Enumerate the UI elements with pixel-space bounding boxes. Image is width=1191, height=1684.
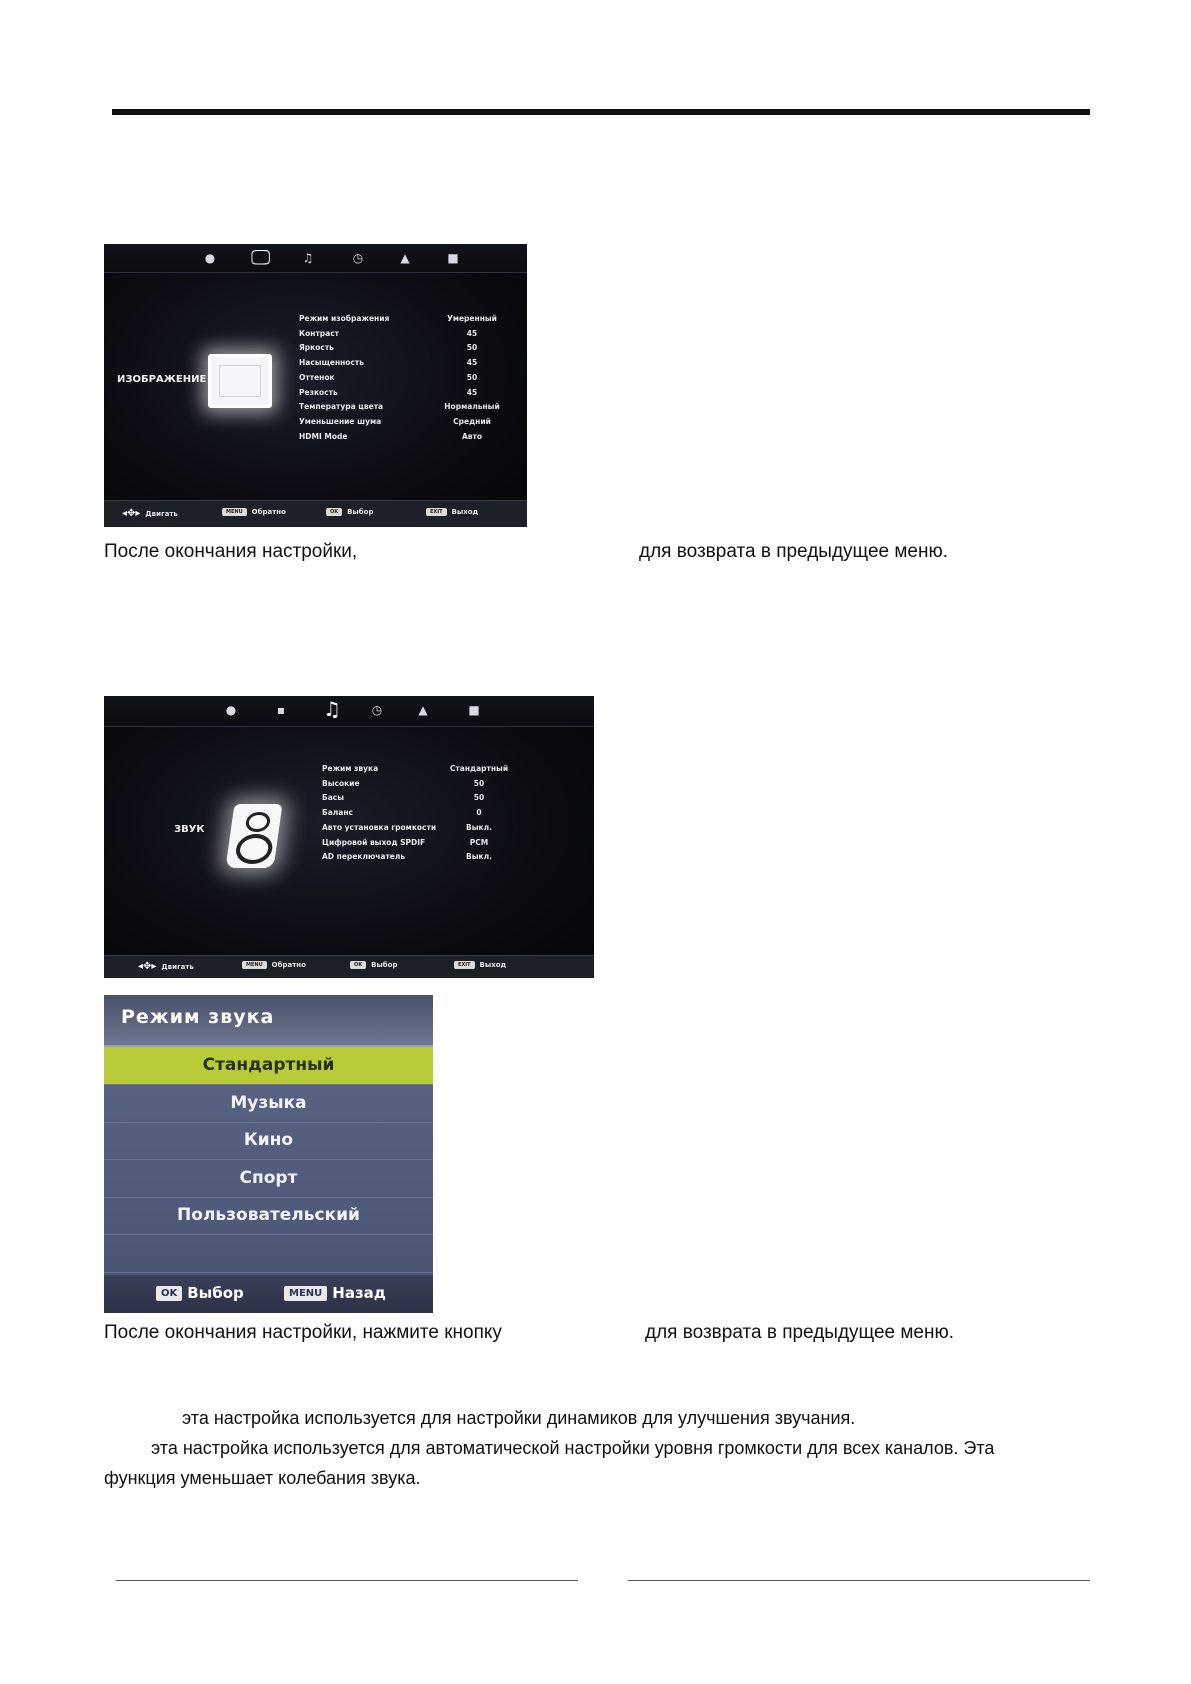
list-icon[interactable]: ■ (468, 703, 480, 717)
menu-row-label[interactable]: Температура цвета (299, 402, 384, 412)
caption1-right: для возврата в предыдущее меню. (639, 541, 949, 562)
menu-row-label[interactable]: Насыщенность (299, 358, 364, 368)
globe-icon[interactable]: ● (225, 703, 237, 717)
sound-mode-option[interactable]: Музыка (104, 1085, 433, 1123)
hint-bar (104, 500, 527, 527)
popup-footer (104, 1275, 433, 1313)
menu-row-label[interactable]: Яркость (299, 343, 334, 353)
lock-icon[interactable]: ▲ (400, 251, 410, 265)
picture-icon (208, 354, 272, 408)
paragraph-auto-volume-b: функция уменьшает колебания звука. (104, 1468, 421, 1488)
hint-exit: EXIT Выход (426, 508, 478, 516)
list-icon[interactable]: ■ (447, 251, 459, 265)
menu-row-value: Авто (461, 431, 483, 441)
menu-row-value: Стандартный (449, 764, 509, 773)
caption2-left: После окончания настройки, нажмите кнопку (104, 1322, 502, 1343)
ok-key: OK (156, 1286, 182, 1301)
hint-bar (104, 955, 594, 978)
menu-row-value: 45 (466, 358, 478, 368)
menu-key: MENU (222, 508, 247, 516)
sound-mode-option[interactable]: Кино (104, 1122, 433, 1160)
footer-rule-right (628, 1580, 1090, 1581)
ok-key: OK (326, 508, 342, 516)
menu-row-value: Выкл. (466, 822, 492, 832)
monitor-icon[interactable]: 🖵 (251, 245, 271, 269)
menu-row-label[interactable]: Баланс (322, 808, 353, 818)
menu-row-label[interactable]: AD переключатель (322, 852, 406, 862)
sound-menu-screen (104, 696, 594, 978)
hint-select: OK Выбор (326, 508, 374, 516)
menu-row-label[interactable]: Оттенок (299, 372, 335, 382)
menu-row-value: 50 (466, 372, 478, 382)
arrows-icon: ◂✥▸ (138, 961, 157, 972)
sound-mode-option[interactable]: Пользовательский (104, 1197, 433, 1235)
menu-row-label[interactable]: Резкость (299, 387, 338, 397)
hint-exit: EXIT Выход (454, 961, 506, 969)
music-note-icon[interactable]: ♫ (302, 251, 314, 265)
hint-back: MENU Обратно (222, 508, 286, 516)
popup-title: Режим звука (121, 1006, 275, 1028)
menu-row-value: Выкл. (466, 852, 492, 862)
caption1-left: После окончания настройки, (104, 541, 358, 562)
globe-icon[interactable]: ● (204, 251, 216, 265)
menu-title: ЗВУК (174, 824, 205, 835)
exit-key: EXIT (454, 961, 475, 969)
paragraph-auto-volume-a: эта настройка используется для автоматической настройки уровня громкости для всех каналов. Эта (151, 1438, 995, 1458)
menu-row-value: Средний (453, 416, 491, 426)
menu-tab-bar (104, 244, 527, 273)
caption2-right: для возврата в предыдущее меню. (645, 1322, 955, 1343)
menu-row-value: Нормальный (444, 402, 500, 412)
menu-row-label[interactable]: Контраст (299, 328, 340, 338)
sound-mode-option[interactable]: Спорт (104, 1160, 433, 1198)
menu-row-label[interactable]: Уменьшение шума (299, 416, 382, 426)
header-rule (112, 109, 1090, 115)
menu-row-label[interactable]: HDMI Mode (299, 431, 348, 441)
menu-row-label[interactable]: Режим звука (322, 764, 379, 773)
menu-row-value: 45 (466, 328, 478, 338)
menu-title: ИЗОБРАЖЕНИЕ (117, 374, 207, 385)
arrows-icon: ◂✥▸ (122, 508, 141, 519)
menu-row-value: 50 (473, 778, 485, 788)
paragraph-speaker: эта настройка используется для настройки динамиков для улучшения звучания. (182, 1408, 856, 1428)
clock-icon[interactable]: ◷ (371, 703, 383, 717)
menu-row-value: 50 (473, 793, 485, 803)
menu-row-label[interactable]: Режим изображения (299, 314, 390, 323)
exit-key: EXIT (426, 508, 447, 516)
popup-header (104, 995, 433, 1047)
hint-select: OK Выбор (350, 961, 398, 969)
back-hint[interactable]: MENU Назад (284, 1284, 386, 1302)
menu-row-label[interactable]: Авто установка громкости (322, 822, 437, 832)
speaker-icon (226, 804, 283, 868)
music-note-icon[interactable]: ♫ (323, 697, 341, 721)
menu-row-value: 45 (466, 387, 478, 397)
menu-row-label[interactable]: Басы (322, 793, 345, 803)
menu-tab-bar (104, 696, 594, 727)
clock-icon[interactable]: ◷ (352, 251, 364, 265)
menu-row-label[interactable]: Высокие (322, 778, 360, 788)
footer-rule-left (116, 1580, 578, 1581)
menu-row-value: Умеренный (447, 314, 497, 323)
hint-move: ◂✥▸ Двигать (138, 961, 194, 972)
select-hint[interactable]: OK Выбор (156, 1284, 244, 1302)
empty-option-slot (104, 1235, 433, 1273)
sound-mode-option[interactable]: Стандартный (104, 1047, 433, 1085)
menu-key: MENU (242, 961, 267, 969)
ok-key: OK (350, 961, 366, 969)
hint-move: ◂✥▸ Двигать (122, 508, 178, 519)
hint-back: MENU Обратно (242, 961, 306, 969)
sound-mode-popup (104, 995, 433, 1313)
menu-row-value: 50 (466, 343, 478, 353)
menu-row-value: 0 (476, 808, 482, 818)
menu-row-label[interactable]: Цифровой выход SPDIF (322, 837, 426, 847)
menu-key: MENU (284, 1286, 327, 1301)
monitor-icon[interactable]: ▪ (276, 703, 286, 717)
lock-icon[interactable]: ▲ (418, 703, 428, 717)
picture-menu-screen (104, 244, 527, 527)
menu-row-value: PCM (469, 837, 489, 847)
